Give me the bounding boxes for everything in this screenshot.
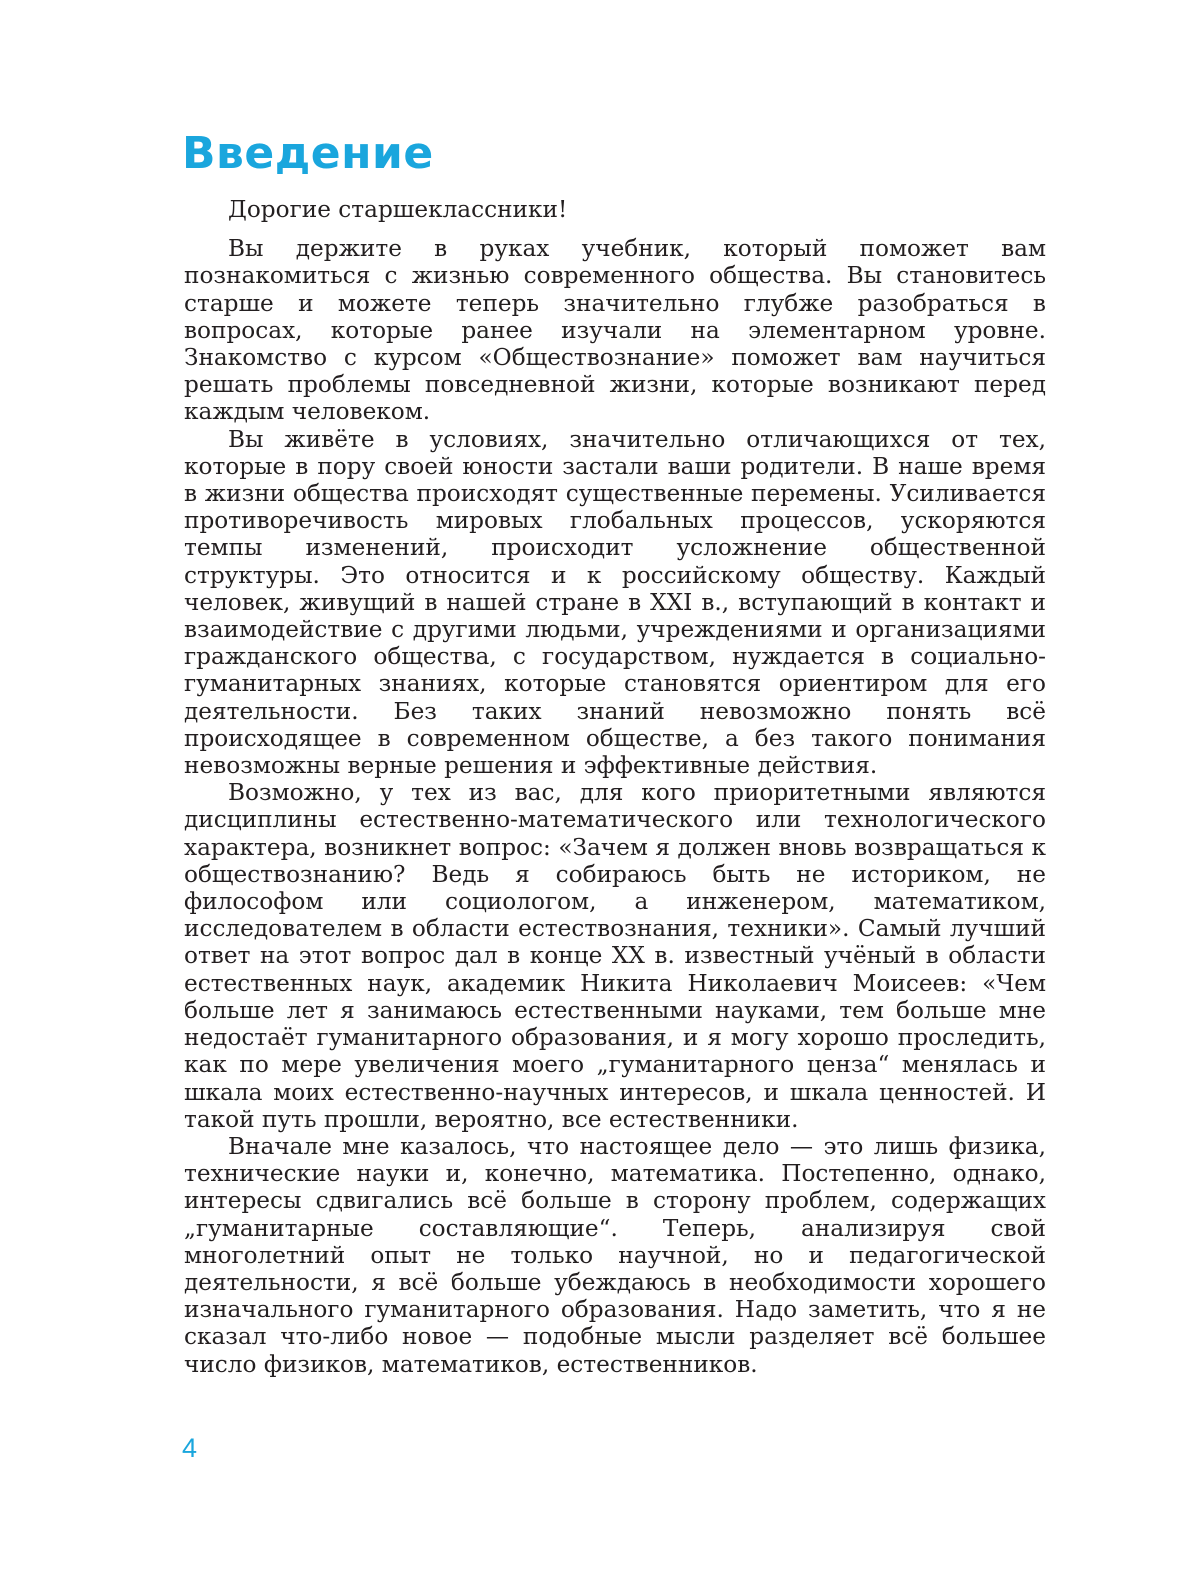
- paragraph: Вначале мне казалось, что настоящее дело — это лишь физика, технические науки и, конечно, математика. Постепенно, однако, интересы сдвигались всё больше в сторону проблем, содержащих „гуманитарные составляющие“. Теперь, анализируя свой многолетний опыт не только научной, но и педагогической деятельности, я всё больше убеждаюсь в необходимости хорошего изначального гуманитарного образования. Надо заметить, что я не сказал что-либо новое — подобные мысли разделяет всё большее число физиков, математиков, естественников.: [184, 1132, 1046, 1378]
- page-title: Введение: [182, 128, 434, 179]
- paragraph: Вы живёте в условиях, значительно отличающихся от тех, которые в пору своей юности застали ваши родители. В наше время в жизни общества происходят существенные перемены. Усиливается противоречивость мировых глобальных процессов, ускоряются темпы изменений, происходит усложнение общественной структуры. Это относится и к российскому обществу. Каждый человек, живущий в нашей стране в XXI в., вступающий в контакт и взаимодействие с другими людьми, учреждениями и организациями гражданского общества, с государством, нуждается в социально-гуманитарных знаниях, которые становятся ориентиром для его деятельности. Без таких знаний невозможно понять всё происходящее в современном обществе, а без такого понимания невозможны верные решения и эффективные действия.: [184, 425, 1046, 780]
- paragraph: Возможно, у тех из вас, для кого приоритетными являются дисциплины естественно-математического или технологического характера, возникнет вопрос: «Зачем я должен вновь возвращаться к обществознанию? Ведь я собираюсь быть не историком, не философом или социологом, а инженером, математиком, исследователем в области естествознания, техники». Самый лучший ответ на этот вопрос дал в конце XX в. известный учёный в области естественных наук, академик Никита Николаевич Моисеев: «Чем больше лет я занимаюсь естественными науками, тем больше мне недостаёт гуманитарного образования, и я могу хорошо проследить, как по мере увеличения моего „гуманитарного ценза“ менялась и шкала моих естественно-научных интересов, и шкала ценностей. И такой путь прошли, вероятно, все естественники.: [184, 779, 1046, 1133]
- paragraph: Вы держите в руках учебник, который поможет вам познакомиться с жизнью современного общества. Вы становитесь старше и можете теперь значительно глубже разобраться в вопросах, которые ранее изучали на элементарном уровне. Знакомство с курсом «Обществознание» поможет вам научиться решать проблемы повседневной жизни, которые возникают перед каждым человеком.: [184, 235, 1046, 426]
- greeting: Дорогие старшеклассники!: [228, 196, 568, 223]
- body-text: [184, 196, 1046, 1378]
- page-number: 4: [182, 1433, 198, 1463]
